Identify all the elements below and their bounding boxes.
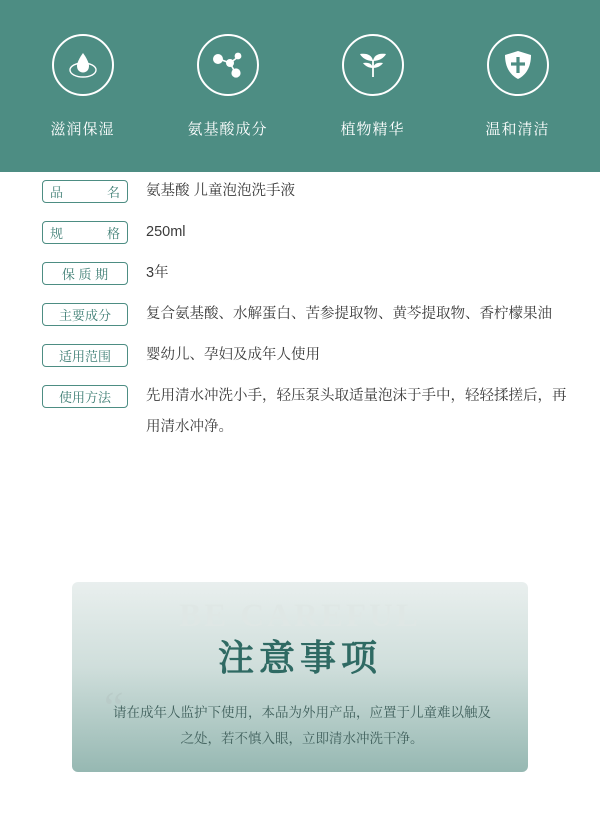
- feature-label: 氨基酸成分: [187, 120, 268, 138]
- spec-value: 复合氨基酸、水解蛋白、苦参提取物、黄芩提取物、香柠檬果油: [146, 306, 552, 322]
- spec-key-label: 适用范围: [42, 344, 128, 367]
- careful-notice-card: [72, 582, 528, 772]
- features-band: [0, 0, 600, 172]
- careful-title: 注意事项: [217, 637, 382, 678]
- spec-key-label: 使用方法: [42, 385, 128, 408]
- feature-label: 植物精华: [340, 120, 405, 138]
- feature-icon-circle: [197, 34, 259, 96]
- spec-value: 250ml: [146, 224, 186, 240]
- feature-item: [308, 34, 438, 139]
- spec-key-label: 主要成分: [42, 303, 128, 326]
- spec-value: 3年: [146, 265, 169, 281]
- spec-value: 先用清水冲洗小手，轻压泵头取适量泡沫于手中，轻轻揉搓后，再用清水冲净。: [146, 388, 567, 435]
- spec-row: [0, 221, 600, 248]
- water-drop-icon: [66, 48, 100, 82]
- feature-icon-circle: [52, 34, 114, 96]
- quote-mark-icon: “: [104, 683, 124, 732]
- shield-cross-icon: [502, 48, 534, 82]
- feature-label: 滋润保湿: [50, 120, 115, 138]
- feature-item: [18, 34, 148, 139]
- spec-row: [0, 385, 600, 443]
- spec-row: [0, 180, 600, 207]
- feature-icon-circle: [487, 34, 549, 96]
- spec-key-label: 规 格: [42, 221, 128, 244]
- feature-item: [453, 34, 583, 139]
- spec-table: [0, 180, 600, 457]
- spec-key-label: 品 名: [42, 180, 128, 203]
- careful-body-text: 请在成年人监护下使用，本品为外用产品，应置于儿童难以触及之处，若不慎入眼，立即清水冲洗干净。: [113, 705, 491, 746]
- spec-value: 婴幼儿、孕妇及成年人使用: [146, 347, 320, 363]
- spec-value: 氨基酸 儿童泡泡洗手液: [146, 183, 296, 199]
- feature-item: [163, 34, 293, 139]
- spec-row: [0, 262, 600, 289]
- careful-ghost-text: BE CAREFUL: [179, 598, 421, 634]
- feature-label: 温和清洁: [485, 120, 550, 138]
- spec-row: [0, 303, 600, 330]
- sprout-leaf-icon: [355, 49, 391, 81]
- molecule-icon: [210, 48, 246, 82]
- feature-icon-circle: [342, 34, 404, 96]
- spec-key-label: 保 质 期: [42, 262, 128, 285]
- spec-row: [0, 344, 600, 371]
